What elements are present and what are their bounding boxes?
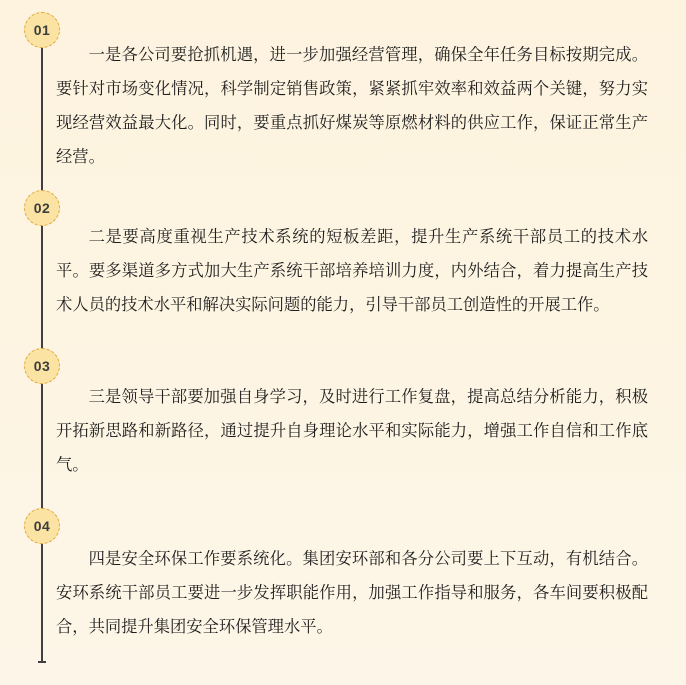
list-item <box>0 6 686 174</box>
step-number-badge: 03 <box>24 348 60 384</box>
list-item <box>0 508 686 644</box>
list-item <box>0 348 686 482</box>
section-paragraph: 二是要高度重视生产技术系统的短板差距，提升生产系统干部员工的技术水平。要多渠道多方式加大生产系统干部培养培训力度，内外结合，着力提高生产技术人员的技术水平和解决实际问题的能力，引导干部员工创造性的开展工作。 <box>56 227 648 314</box>
step-number-badge: 04 <box>24 508 60 544</box>
timeline-rail-cap-bottom <box>38 661 46 663</box>
section-paragraph: 三是领导干部要加强自身学习，及时进行工作复盘，提高总结分析能力，积极开拓新思路和新路径，通过提升自身理论水平和实际能力，增强工作自信和工作底气。 <box>56 387 648 474</box>
step-number-badge: 02 <box>24 190 60 226</box>
section-paragraph: 四是安全环保工作要系统化。集团安环部和各分公司要上下互动，有机结合。安环系统干部员工要进一步发挥职能作用，加强工作指导和服务，各车间要积极配合，共同提升集团安全环保管理水平。 <box>56 549 648 636</box>
step-number-badge: 01 <box>24 12 60 48</box>
list-item <box>0 190 686 322</box>
section-paragraph: 一是各公司要抢抓机遇，进一步加强经营管理，确保全年任务目标按期完成。要针对市场变化情况，科学制定销售政策，紧紧抓牢效率和效益两个关键，努力实现经营效益最大化。同时，要重点抓好煤炭等原燃材料的供应工作，保证正常生产经营。 <box>56 45 648 166</box>
